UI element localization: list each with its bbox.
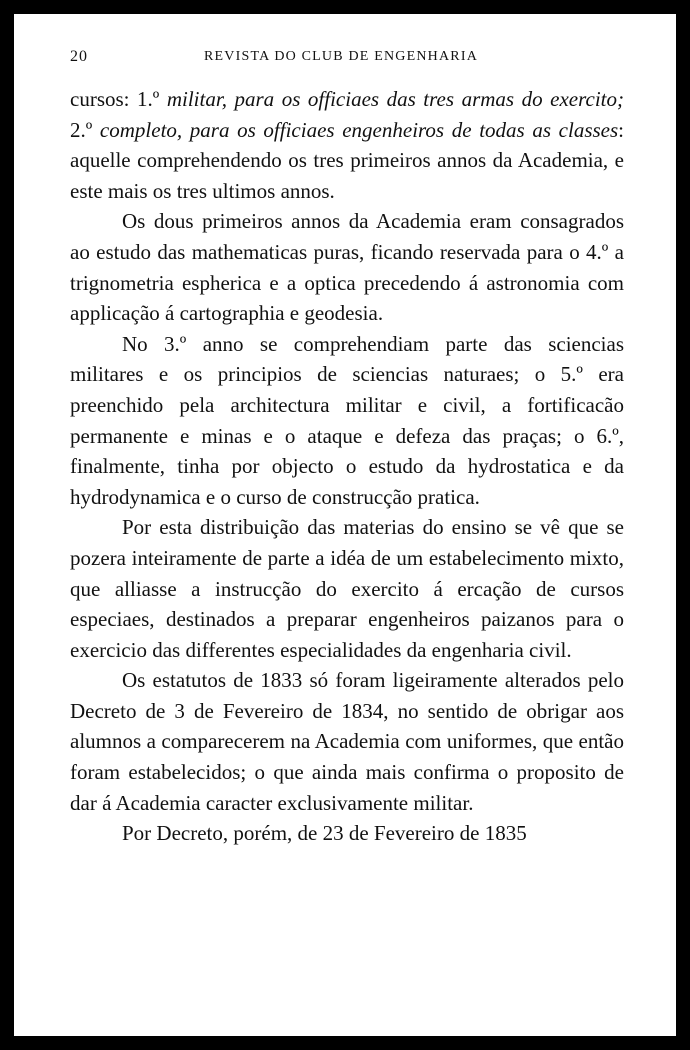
paragraph-3: No 3.º anno se comprehendiam parte das sciencias militares e os principios de sciencias naturaes; o 5.º era preenchido pela architectura militar e civil, a fortificacão permanente e minas e o ataque e defeza das praças; o 6.º, finalmente, tinha por objecto o estudo da hydrostatica e da hydrodynamica e o curso de construcção pratica. (70, 331, 624, 509)
running-title: REVISTA DO CLUB DE ENGENHARIA (204, 49, 479, 64)
p1-text-a: cursos: 1.º (70, 87, 167, 111)
paragraph-5: Os estatutos de 1833 só foram ligeiramente alterados pelo Decreto de 3 de Fevereiro de 1834, no sentido de obrigar aos alumnos a comparecerem na Academia com uniformes, que então foram estabelecidos; o que ainda mais confirma o proposito de dar á Academia caracter exclusivamente militar. (70, 668, 624, 815)
p1-italic-complete-course: completo, para os officiaes engenheiros de todas as classes (99, 117, 619, 142)
page (14, 14, 676, 1036)
paragraph-2: Os dous primeiros annos da Academia eram consagrados ao estudo das mathematicas puras, ficando reservada para o 4.º a trignometria espherica e a optica precedendo á astronomia com applicação á cartographia e geodesia. (70, 209, 624, 326)
p1-text-c: : aquelle comprehendendo os tres primeiros annos da Academia, e este mais os tres ultimos annos. (70, 117, 625, 203)
paragraph-1 (70, 84, 624, 206)
body-text (70, 84, 624, 849)
page-header (14, 48, 676, 68)
p1-italic-military-course: militar, para os officiaes das tres armas do exercito; (166, 87, 624, 111)
page-number: 20 (70, 48, 88, 65)
paragraph-6: Por Decreto, porém, de 23 de Fevereiro de 1835 (122, 821, 527, 846)
paragraph-4: Por esta distribuição das materias do ensino se vê que se pozera inteiramente de parte a idéa de um estabelecimento mixto, que alliasse a instrucção do exercito á ercação de cursos especiaes, destinados a preparar engenheiros paizanos para o exercicio das differentes especialidades da engenharia civil. (70, 515, 624, 662)
p1-text-b: 2.º (70, 117, 100, 142)
